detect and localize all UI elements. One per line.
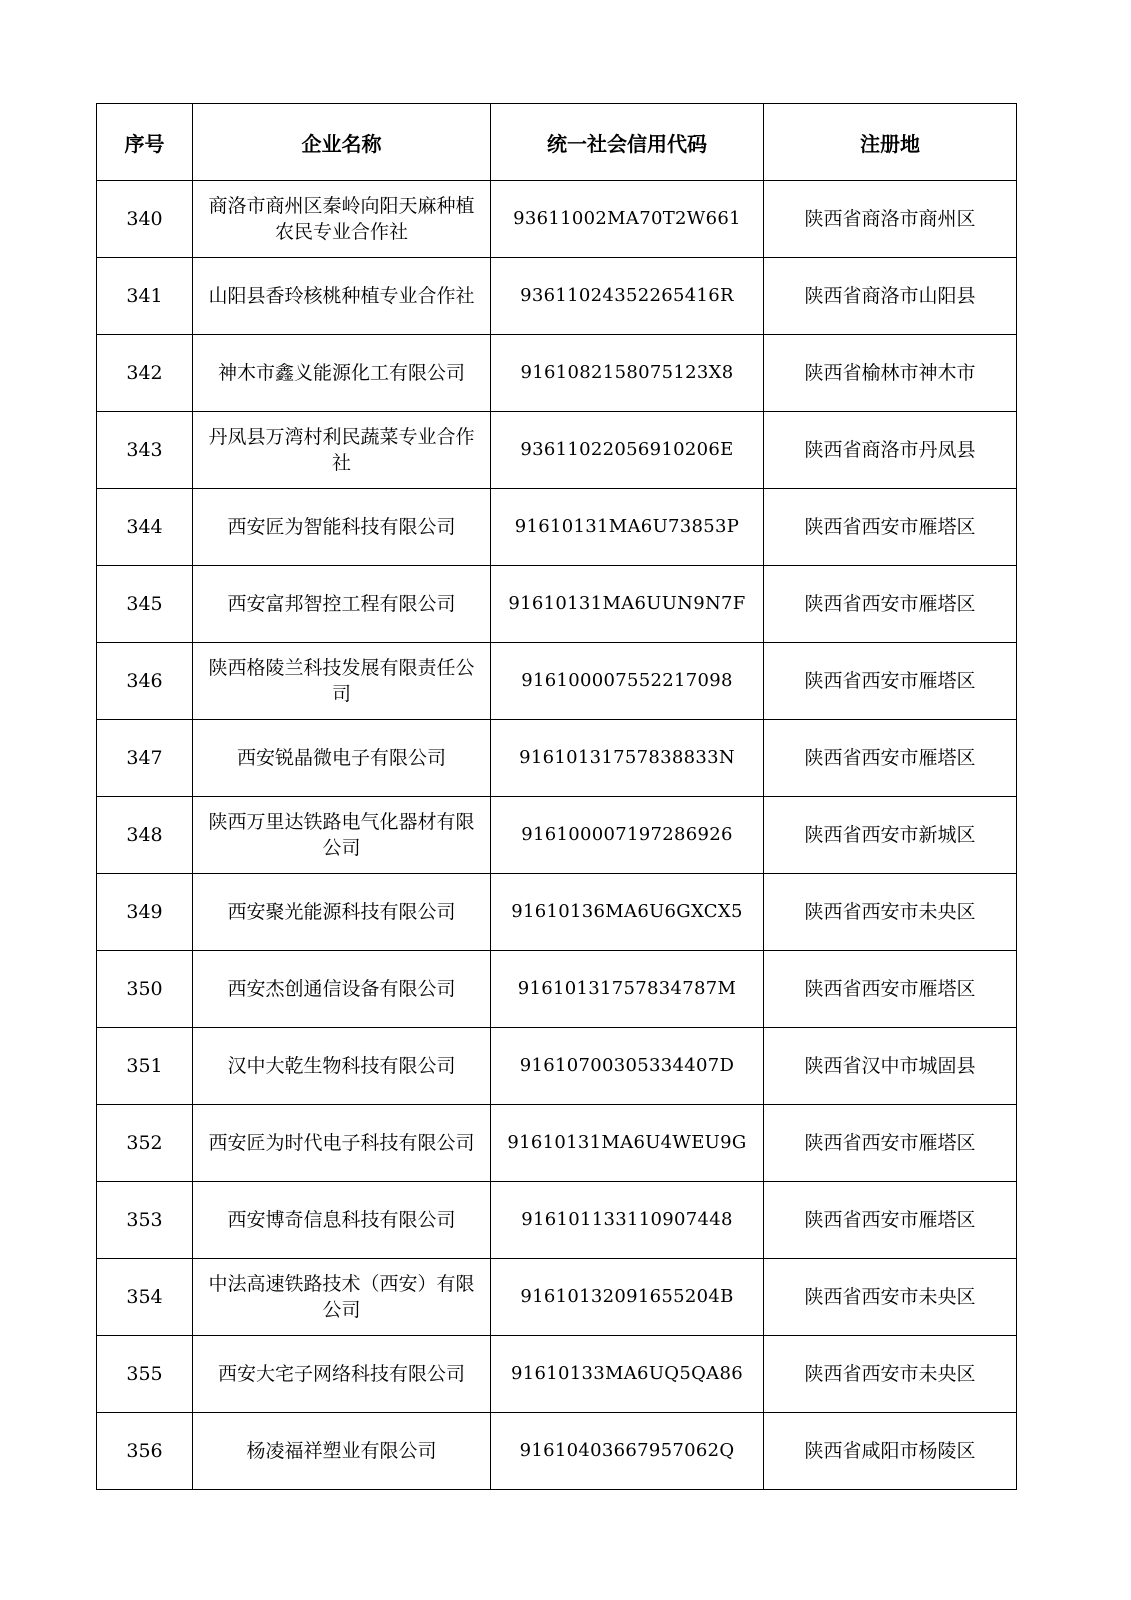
registered-place-cell: 陕西省西安市未央区 [764,874,1017,951]
seq-cell: 353 [97,1182,193,1259]
registered-place-cell: 陕西省咸阳市杨陵区 [764,1413,1017,1490]
company-name-cell: 陕西格陵兰科技发展有限责任公司 [193,643,491,720]
table-row [97,1182,1017,1259]
credit-code-cell: 93611024352265416R [491,258,764,335]
seq-cell: 346 [97,643,193,720]
table-row [97,412,1017,489]
credit-code-cell: 916100007552217098 [491,643,764,720]
header-place: 注册地 [764,104,1017,181]
credit-code-cell: 91610132091655204B [491,1259,764,1336]
seq-cell: 343 [97,412,193,489]
registered-place-cell: 陕西省西安市未央区 [764,1336,1017,1413]
credit-code-cell: 91610131MA6U4WEU9G [491,1105,764,1182]
enterprise-table [96,103,1017,1490]
company-name-cell: 杨凌福祥塑业有限公司 [193,1413,491,1490]
table-row [97,566,1017,643]
seq-cell: 352 [97,1105,193,1182]
registered-place-cell: 陕西省西安市雁塔区 [764,489,1017,566]
company-name-cell: 山阳县香玲核桃种植专业合作社 [193,258,491,335]
registered-place-cell: 陕西省西安市未央区 [764,1259,1017,1336]
header-code: 统一社会信用代码 [491,104,764,181]
company-name-cell: 西安大宅子网络科技有限公司 [193,1336,491,1413]
company-name-cell: 中法高速铁路技术（西安）有限公司 [193,1259,491,1336]
seq-cell: 351 [97,1028,193,1105]
table-row [97,1336,1017,1413]
seq-cell: 354 [97,1259,193,1336]
table-row [97,874,1017,951]
seq-cell: 345 [97,566,193,643]
table-row [97,489,1017,566]
credit-code-cell: 91610136MA6U6GXCX5 [491,874,764,951]
seq-cell: 341 [97,258,193,335]
table-row [97,258,1017,335]
company-name-cell: 丹凤县万湾村利民蔬菜专业合作社 [193,412,491,489]
seq-cell: 347 [97,720,193,797]
registered-place-cell: 陕西省商洛市商州区 [764,181,1017,258]
header-seq: 序号 [97,104,193,181]
registered-place-cell: 陕西省西安市雁塔区 [764,1182,1017,1259]
seq-cell: 350 [97,951,193,1028]
credit-code-cell: 91610133MA6UQ5QA86 [491,1336,764,1413]
registered-place-cell: 陕西省西安市雁塔区 [764,643,1017,720]
company-name-cell: 西安匠为智能科技有限公司 [193,489,491,566]
registered-place-cell: 陕西省商洛市山阳县 [764,258,1017,335]
credit-code-cell: 91610700305334407D [491,1028,764,1105]
header-name: 企业名称 [193,104,491,181]
table-row [97,335,1017,412]
credit-code-cell: 916101133110907448 [491,1182,764,1259]
seq-cell: 355 [97,1336,193,1413]
company-name-cell: 西安杰创通信设备有限公司 [193,951,491,1028]
table-row [97,1028,1017,1105]
credit-code-cell: 91610131MA6UUN9N7F [491,566,764,643]
table-row [97,797,1017,874]
credit-code-cell: 91610131757834787M [491,951,764,1028]
credit-code-cell: 91610131MA6U73853P [491,489,764,566]
credit-code-cell: 916100007197286926 [491,797,764,874]
credit-code-cell: 93611002MA70T2W661 [491,181,764,258]
table-row [97,181,1017,258]
table-row [97,951,1017,1028]
company-name-cell: 西安锐晶微电子有限公司 [193,720,491,797]
table-row [97,720,1017,797]
company-name-cell: 汉中大乾生物科技有限公司 [193,1028,491,1105]
seq-cell: 340 [97,181,193,258]
seq-cell: 348 [97,797,193,874]
credit-code-cell: 93611022056910206E [491,412,764,489]
registered-place-cell: 陕西省西安市雁塔区 [764,1105,1017,1182]
company-name-cell: 西安匠为时代电子科技有限公司 [193,1105,491,1182]
company-name-cell: 西安聚光能源科技有限公司 [193,874,491,951]
registered-place-cell: 陕西省西安市雁塔区 [764,951,1017,1028]
company-name-cell: 西安博奇信息科技有限公司 [193,1182,491,1259]
registered-place-cell: 陕西省西安市雁塔区 [764,720,1017,797]
registered-place-cell: 陕西省榆林市神木市 [764,335,1017,412]
table-row [97,1413,1017,1490]
company-name-cell: 陕西万里达铁路电气化器材有限公司 [193,797,491,874]
company-name-cell: 西安富邦智控工程有限公司 [193,566,491,643]
registered-place-cell: 陕西省西安市雁塔区 [764,566,1017,643]
table-row [97,643,1017,720]
registered-place-cell: 陕西省汉中市城固县 [764,1028,1017,1105]
credit-code-cell: 9161082158075123X8 [491,335,764,412]
registered-place-cell: 陕西省商洛市丹凤县 [764,412,1017,489]
registered-place-cell: 陕西省西安市新城区 [764,797,1017,874]
seq-cell: 356 [97,1413,193,1490]
seq-cell: 344 [97,489,193,566]
seq-cell: 349 [97,874,193,951]
credit-code-cell: 91610403667957062Q [491,1413,764,1490]
table-row [97,1105,1017,1182]
table-body [97,181,1017,1490]
company-name-cell: 神木市鑫义能源化工有限公司 [193,335,491,412]
seq-cell: 342 [97,335,193,412]
company-name-cell: 商洛市商州区秦岭向阳天麻种植农民专业合作社 [193,181,491,258]
credit-code-cell: 91610131757838833N [491,720,764,797]
table-row [97,1259,1017,1336]
table-header-row [97,104,1017,181]
